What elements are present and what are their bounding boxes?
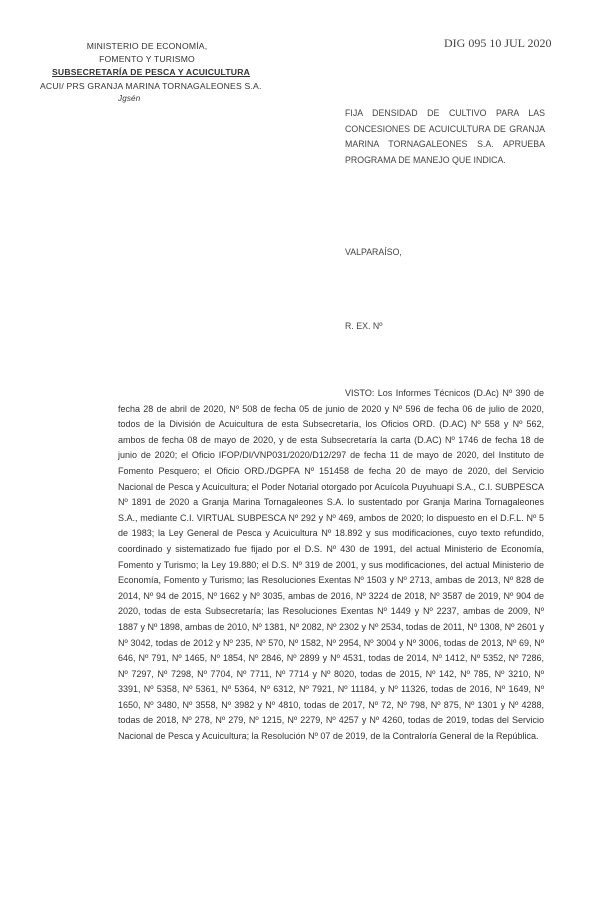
resolution-number-label: R. EX. Nº [345,321,383,331]
header-reference: ACUI/ PRS GRANJA MARINA TORNAGALEONES S.A. [40,81,262,91]
document-stamp: DIG 095 10 JUL 2020 [444,36,552,50]
resolution-subject: FIJA DENSIDAD DE CULTIVO PARA LAS CONCESIONES DE ACUICULTURA DE GRANJA MARINA TORNAGALEONES S.A. APRUEBA PROGRAMA DE MANEJO QUE INDICA. [345,108,545,165]
visto-paragraph: VISTO: Los Informes Técnicos (D.Ac) Nº 390 de fecha 28 de abril de 2020, Nº 508 de fecha 05 de junio de 2020 y Nº 596 de fecha 06 de julio de 2020, todos de la División de Acuicultura de esta Subsecretaría, los Oficios ORD. (D.AC) Nº 558 y Nº 562, ambos de fecha 08 de mayo de 2020, y de esta Subsecretaría la carta (D.AC) Nº 1746 de fecha 18 de junio de 2020; el Oficio IFOP/DI/VNP031/2020/D12/297 de fecha 11 de mayo de 2020, del Instituto de Fomento Pesquero; el Oficio ORD./DGPFA Nº 151458 de fecha 20 de mayo de 2020, del Servicio Nacional de Pesca y Acuicultura; el Poder Notarial otorgado por Acuícola Puyuhuapi S.A., C.I. SUBPESCA Nº 1891 de 2020 a Granja Marina Tornagaleones S.A. lo sustentado por Granja Marina Tornagaleones S.A., mediante C.I. VIRTUAL SUBPESCA Nº 292 y Nº 469, ambos de 2020; lo dispuesto en el D.F.L. Nº 5 de 1983; la Ley General de Pesca y Acuicultura Nº 18.892 y sus modificaciones, cuyo texto refundido, coordinado y sistematizado fue fijado por el D.S. Nº 430 de 1991, del actual Ministerio de Economía, Fomento y Turismo; la Ley 19.880; el D.S. Nº 319 de 2001, y sus modificaciones, del actual Ministerio de Economía, Fomento y Turismo; las Resoluciones Exentas Nº 1503 y Nº 2713, ambas de 2013, Nº 828 de 2014, Nº 94 de 2015, Nº 1662 y Nº 3035, ambas de 2016, Nº 3224 de 2018, Nº 3587 de 2019, Nº 904 de 2020, todas de esta Subsecretaría; las Resoluciones Exentas Nº 1449 y Nº 2237, ambas de 2009, Nº 1887 y Nº 1898, ambas de 2010, Nº 1381, Nº 2082, Nº 2302 y Nº 2534, todas de 2011, Nº 1308, Nº 2601 y Nº 3042, todas de 2012 y Nº 235, Nº 570, Nº 1582, Nº 2954, Nº 3004 y Nº 3006, todas de 2013, Nº 69, Nº 646, Nº 791, Nº 1465, Nº 1854, Nº 2846, Nº 2899 y Nº 4531, todas de 2014, Nº 1412, Nº 5352, Nº 7286, Nº 7297, Nº 7298, Nº 7704, Nº 7711, Nº 7714 y Nº 8020, todas de 2015, Nº 142, Nº 785, Nº 3210, Nº 3391, Nº 5358, Nº 5361, Nº 5364, Nº 6312, Nº 7921, Nº 11184, y Nº 11326, todas de 2016, Nº 1649, Nº 1650, Nº 3480, Nº 3558, Nº 3982 y Nº 4810, todas de 2017, Nº 72, Nº 798, Nº 875, Nº 1301 y Nº 4288, todas de 2018, Nº 278, Nº 279, Nº 1215, Nº 2279, Nº 4257 y Nº 4260, todas de 2019, todas del Servicio Nacional de Pesca y Acuicultura; la Resolución Nº 07 de 2019, de la Contraloría General de la República. [118,388,544,742]
place-line: VALPARAÍSO, [345,247,402,257]
header-ministry: MINISTERIO DE ECONOMÍA, [86,41,208,51]
header-ministry-line2: FOMENTO Y TURISMO [99,54,195,64]
header-initials: Jgsén [118,94,141,103]
header-subsecretaria: SUBSECRETARÍA DE PESCA Y ACUICULTURA [52,67,251,77]
